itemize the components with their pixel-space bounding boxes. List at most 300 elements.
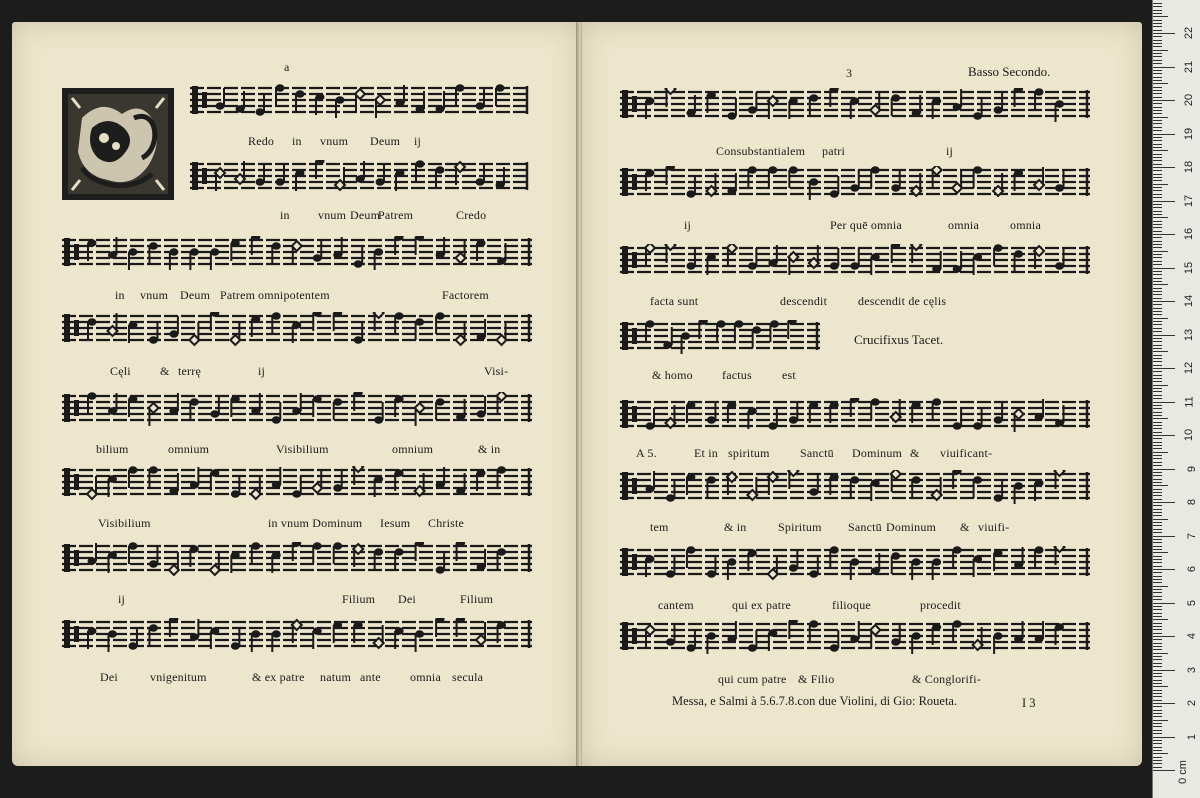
ruler-tick [1153, 542, 1162, 543]
music-staff [62, 236, 532, 268]
ruler-tick [1153, 552, 1168, 553]
ruler-tick [1153, 110, 1162, 111]
ruler-tick [1153, 388, 1162, 389]
ruler-tick [1153, 485, 1168, 486]
ruler-tick [1153, 405, 1162, 406]
tacet-marking: Crucifixus Tacet. [854, 332, 944, 347]
music-staff [62, 312, 532, 344]
ruler-tick [1153, 144, 1162, 145]
ruler-tick [1153, 117, 1168, 118]
ruler-number: 6 [1185, 565, 1198, 573]
ruler-tick [1153, 154, 1162, 155]
ruler-tick [1153, 556, 1162, 557]
ruler-tick [1153, 308, 1162, 309]
lyric-text: facta sunt [650, 294, 699, 308]
ruler-tick [1153, 525, 1162, 526]
ruler-tick [1153, 492, 1162, 493]
ruler-tick [1153, 46, 1162, 47]
decorated-initial-c [62, 88, 174, 200]
ruler-tick [1153, 184, 1168, 185]
ruler-tick [1153, 767, 1162, 768]
ruler-tick [1153, 180, 1162, 181]
ruler-tick [1153, 623, 1162, 624]
ruler-tick [1153, 257, 1162, 258]
ruler-tick [1153, 113, 1162, 114]
lyric-text: ij [946, 144, 954, 158]
ruler-tick [1153, 348, 1162, 349]
lyric-text: Dominum [886, 520, 937, 534]
page-number: a [284, 60, 290, 74]
ruler-tick [1153, 639, 1162, 640]
ruler-tick [1153, 616, 1162, 617]
lyric-text: omnium [168, 442, 210, 456]
ruler-number: 12 [1182, 361, 1195, 375]
ruler-tick [1153, 140, 1162, 141]
ruler-number: 5 [1185, 599, 1198, 606]
page-number: 3 [846, 66, 852, 80]
lyric-text: Dominum [852, 446, 903, 460]
ruler-number: 18 [1182, 160, 1195, 174]
lyric-text: Deum [350, 208, 381, 222]
ruler-tick [1153, 743, 1162, 744]
lyric-text: ij [258, 364, 266, 378]
measurement-ruler [1152, 0, 1200, 798]
ruler-tick [1153, 16, 1168, 17]
ruler-tick [1153, 770, 1175, 771]
ruler-tick [1153, 499, 1162, 500]
ruler-tick [1153, 522, 1162, 523]
ruler-tick [1153, 690, 1162, 691]
lyric-text: vnum [320, 134, 349, 148]
ruler-tick [1153, 763, 1162, 764]
ruler-tick [1153, 676, 1162, 677]
ruler-tick [1153, 502, 1175, 503]
ruler-tick [1153, 646, 1162, 647]
ruler-tick [1153, 241, 1162, 242]
ruler-tick [1153, 130, 1162, 131]
ruler-tick [1153, 33, 1175, 34]
ruler-tick [1153, 177, 1162, 178]
ruler-tick [1153, 418, 1168, 419]
ruler-tick [1153, 653, 1168, 654]
ruler-tick [1153, 636, 1175, 637]
ruler-number: 22 [1182, 26, 1195, 40]
lyric-text: viuificant- [940, 446, 993, 460]
ruler-tick [1153, 10, 1162, 11]
lyric-text: Sanctū [800, 446, 834, 460]
ruler-tick [1153, 448, 1162, 449]
ruler-number: 10 [1182, 428, 1195, 442]
ruler-tick [1153, 395, 1162, 396]
ruler-tick [1153, 495, 1162, 496]
music-staff [62, 466, 532, 498]
ruler-tick [1153, 529, 1162, 530]
lyric-text: Filium [460, 592, 494, 606]
ruler-number: 19 [1182, 127, 1195, 140]
ruler-tick [1153, 613, 1162, 614]
lyric-text: & in [724, 520, 747, 534]
ruler-tick [1153, 740, 1162, 741]
ruler-tick [1153, 696, 1162, 697]
lyric-text: & [960, 520, 970, 534]
ruler-tick [1153, 345, 1162, 346]
ruler-tick [1153, 549, 1162, 550]
ruler-number: 13 [1182, 328, 1195, 341]
ruler-tick [1153, 536, 1175, 537]
lyric-text: descendit [780, 294, 828, 308]
ruler-tick [1153, 83, 1168, 84]
lyric-text: secula [452, 670, 484, 684]
ruler-tick [1153, 482, 1162, 483]
lyric-text: omnia [410, 670, 441, 684]
ruler-tick [1153, 599, 1162, 600]
lyric-text: Visibilium [276, 442, 329, 456]
ruler-tick [1153, 619, 1168, 620]
lyric-text: & [910, 446, 920, 460]
ruler-tick [1153, 606, 1162, 607]
ruler-tick [1153, 546, 1162, 547]
ruler-tick [1153, 351, 1168, 352]
ruler-number: 11 [1183, 395, 1196, 408]
ruler-tick [1153, 576, 1162, 577]
lyric-text: in [292, 134, 302, 148]
ruler-tick [1153, 214, 1162, 215]
ruler-number: 21 [1182, 60, 1195, 73]
ruler-tick [1153, 63, 1162, 64]
lyric-text: est [782, 368, 796, 382]
ruler-tick [1153, 700, 1162, 701]
lyric-text: natum [320, 670, 351, 684]
ruler-tick [1153, 479, 1162, 480]
ruler-tick [1153, 227, 1162, 228]
music-staff [620, 546, 1090, 578]
music-staff [620, 320, 820, 352]
lyric-text: viuifi- [978, 520, 1010, 534]
ruler-tick [1153, 713, 1162, 714]
ruler-tick [1153, 197, 1162, 198]
lyric-text: qui ex patre [732, 598, 792, 612]
lyric-text: spiritum [728, 446, 770, 460]
ruler-tick [1153, 134, 1175, 135]
lyric-text: Cęli [110, 364, 131, 378]
ruler-tick [1153, 3, 1162, 4]
lyric-text: Sanctū [848, 520, 882, 534]
ruler-tick [1153, 234, 1175, 235]
ruler-tick [1153, 224, 1162, 225]
ruler-tick [1153, 733, 1162, 734]
ruler-number: 2 [1185, 699, 1198, 707]
ruler-tick [1153, 247, 1162, 248]
ruler-tick [1153, 452, 1168, 453]
ruler-tick [1153, 164, 1162, 165]
ruler-tick [1153, 231, 1162, 232]
ruler-tick [1153, 321, 1162, 322]
part-name: Basso Secondo. [968, 64, 1051, 79]
ruler-tick [1153, 592, 1162, 593]
ruler-tick [1153, 97, 1162, 98]
ruler-tick [1153, 328, 1162, 329]
ruler-tick [1153, 73, 1162, 74]
ruler-tick [1153, 435, 1175, 436]
ruler-tick [1153, 324, 1162, 325]
ruler-tick [1153, 385, 1168, 386]
ruler-tick [1153, 365, 1162, 366]
music-staff [62, 618, 532, 650]
lyric-text: Patrem [220, 288, 256, 302]
ruler-tick [1153, 43, 1162, 44]
lyric-text: Visibilium [98, 516, 151, 530]
music-staff [62, 542, 532, 574]
ruler-tick [1153, 361, 1162, 362]
lyric-text: Credo [456, 208, 487, 222]
lyric-text: Christe [428, 516, 465, 530]
ruler-tick [1153, 314, 1162, 315]
ruler-tick [1153, 519, 1168, 520]
music-staff [620, 620, 1090, 652]
lyric-text: omnia [948, 218, 979, 232]
ruler-tick [1153, 723, 1162, 724]
ruler-tick [1153, 569, 1175, 570]
ruler-tick [1153, 515, 1162, 516]
lyric-text: & Filio [798, 672, 835, 686]
ruler-tick [1153, 127, 1162, 128]
ruler-tick [1153, 147, 1162, 148]
ruler-tick [1153, 30, 1162, 31]
ruler-tick [1153, 331, 1162, 332]
lyric-text: cantem [658, 598, 694, 612]
lyric-text: terrę [178, 364, 201, 378]
ruler-tick [1153, 750, 1162, 751]
ruler-tick [1153, 415, 1162, 416]
lyric-text: Dei [398, 592, 416, 606]
lyric-text: & ex patre [252, 670, 305, 684]
lyric-text: factus [722, 368, 752, 382]
ruler-tick [1153, 458, 1162, 459]
ruler-tick [1153, 53, 1162, 54]
ruler-tick [1153, 512, 1162, 513]
ruler-tick [1153, 251, 1168, 252]
ruler-tick [1153, 670, 1175, 671]
lyric-text: Dei [100, 670, 118, 684]
ruler-number: 15 [1182, 261, 1195, 274]
ruler-number: 14 [1182, 294, 1195, 308]
lyric-text: & [160, 364, 170, 378]
ruler-tick [1153, 281, 1162, 282]
ruler-tick [1153, 301, 1175, 302]
ruler-tick [1153, 50, 1168, 51]
ruler-tick [1153, 341, 1162, 342]
ruler-tick [1153, 358, 1162, 359]
ruler-tick [1153, 680, 1162, 681]
ruler-tick [1153, 589, 1162, 590]
ruler-tick [1153, 432, 1162, 433]
ruler-tick [1153, 666, 1162, 667]
lyric-text: filioque [832, 598, 871, 612]
ruler-tick [1153, 398, 1162, 399]
ruler-number: 7 [1185, 532, 1198, 539]
ruler-tick [1153, 271, 1162, 272]
lyric-text: bilium [96, 442, 129, 456]
ruler-tick [1153, 579, 1162, 580]
ruler-tick [1153, 710, 1162, 711]
ruler-tick [1153, 566, 1162, 567]
ruler-tick [1153, 298, 1162, 299]
ruler-number: 1 [1185, 733, 1198, 740]
signature-mark: I 3 [1022, 696, 1036, 710]
ruler-tick [1153, 284, 1168, 285]
ruler-tick [1153, 596, 1162, 597]
ruler-tick [1153, 656, 1162, 657]
ruler-tick [1153, 659, 1162, 660]
lyric-text: qui cum patre [718, 672, 787, 686]
ruler-tick [1153, 572, 1162, 573]
ruler-tick [1153, 107, 1162, 108]
lyric-text: omnipotentem [258, 288, 330, 302]
ruler-tick [1153, 673, 1162, 674]
lyric-text: A 5. [636, 446, 657, 460]
ruler-tick [1153, 190, 1162, 191]
ruler-tick [1153, 261, 1162, 262]
ruler-tick [1153, 391, 1162, 392]
ruler-tick [1153, 422, 1162, 423]
ruler-tick [1153, 221, 1162, 222]
ruler-tick [1153, 56, 1162, 57]
ruler-tick [1153, 211, 1162, 212]
lyric-text: vnum [140, 288, 169, 302]
lyric-text: in [115, 288, 125, 302]
lyric-text: Patrem [378, 208, 414, 222]
ruler-tick [1153, 318, 1168, 319]
music-staff [620, 244, 1090, 276]
ruler-tick [1153, 160, 1162, 161]
lyric-text: ij [414, 134, 422, 148]
ruler-number: 9 [1185, 465, 1198, 472]
lyric-text: ante [360, 670, 381, 684]
ruler-zero-label: 0 cm [1177, 760, 1190, 784]
music-staff [62, 392, 532, 424]
ruler-number: 17 [1182, 194, 1195, 207]
ruler-tick [1153, 123, 1162, 124]
ruler-tick [1153, 338, 1162, 339]
music-staff [620, 398, 1090, 430]
music-staff [620, 88, 1090, 120]
ruler-tick [1153, 167, 1175, 168]
lyric-text: descendit de cęlis [858, 294, 947, 308]
ruler-tick [1153, 187, 1162, 188]
lyric-text: & in [478, 442, 501, 456]
ruler-tick [1153, 428, 1162, 429]
ruler-tick [1153, 93, 1162, 94]
ruler-number: 20 [1182, 93, 1195, 107]
lyric-text: Iesum [380, 516, 411, 530]
ruler-tick [1153, 80, 1162, 81]
ruler-tick [1153, 278, 1162, 279]
ruler-tick [1153, 649, 1162, 650]
ruler-tick [1153, 603, 1175, 604]
lyric-text: Visi- [484, 364, 509, 378]
lyric-text: Consubstantialem [716, 144, 806, 158]
ruler-tick [1153, 23, 1162, 24]
lyric-text: & Conglorifi- [912, 672, 981, 686]
lyric-text: in vnum Dominum [268, 516, 363, 530]
ruler-number: 3 [1185, 666, 1198, 673]
lyric-text: Deum [370, 134, 401, 148]
ruler-tick [1153, 643, 1162, 644]
ruler-tick [1153, 244, 1162, 245]
ruler-tick [1153, 609, 1162, 610]
ruler-tick [1153, 747, 1162, 748]
ruler-tick [1153, 442, 1162, 443]
ruler-tick [1153, 304, 1162, 305]
ruler-tick [1153, 274, 1162, 275]
lyric-text: vnum [318, 208, 347, 222]
publication-footer: Messa, e Salmi à 5.6.7.8.con due Violini, di Gio: Roueta. [672, 694, 958, 708]
ruler-tick [1153, 539, 1162, 540]
ruler-tick [1153, 753, 1168, 754]
lyric-text: Et in [694, 446, 718, 460]
ruler-number: 4 [1185, 632, 1198, 640]
ruler-tick [1153, 462, 1162, 463]
ruler-tick [1153, 703, 1175, 704]
ruler-tick [1153, 254, 1162, 255]
lyric-text: Per quē omnia [830, 218, 902, 232]
lyric-text: ij [118, 592, 126, 606]
ruler-tick [1153, 408, 1162, 409]
music-staff [190, 84, 530, 116]
ruler-tick [1153, 237, 1162, 238]
ruler-tick [1153, 726, 1162, 727]
ruler-tick [1153, 686, 1168, 687]
lyric-text: Factorem [442, 288, 489, 302]
ruler-tick [1153, 6, 1162, 7]
ruler-tick [1153, 626, 1162, 627]
ruler-tick [1153, 120, 1162, 121]
ruler-tick [1153, 355, 1162, 356]
ruler-tick [1153, 170, 1162, 171]
ruler-tick [1153, 378, 1162, 379]
ruler-tick [1153, 291, 1162, 292]
ruler-tick [1153, 77, 1162, 78]
lyric-text: patri [822, 144, 845, 158]
ruler-tick [1153, 532, 1162, 533]
ruler-tick [1153, 100, 1175, 101]
ruler-tick [1153, 157, 1162, 158]
ruler-tick [1153, 294, 1162, 295]
ruler-tick [1153, 757, 1162, 758]
ruler-tick [1153, 760, 1162, 761]
ruler-tick [1153, 137, 1162, 138]
lyric-text: Redo [248, 134, 275, 148]
ruler-tick [1153, 629, 1162, 630]
ruler-tick [1153, 562, 1162, 563]
ruler-tick [1153, 683, 1162, 684]
ruler-tick [1153, 40, 1162, 41]
ruler-tick [1153, 509, 1162, 510]
ruler-tick [1153, 730, 1162, 731]
ruler-tick [1153, 268, 1175, 269]
ruler-tick [1153, 103, 1162, 104]
ruler-tick [1153, 720, 1168, 721]
ruler-tick [1153, 67, 1175, 68]
ruler-tick [1153, 207, 1162, 208]
ruler-tick [1153, 375, 1162, 376]
music-staff [620, 166, 1090, 198]
ruler-tick [1153, 70, 1162, 71]
ruler-tick [1153, 194, 1162, 195]
ruler-tick [1153, 663, 1162, 664]
ruler-tick [1153, 371, 1162, 372]
ruler-tick [1153, 472, 1162, 473]
